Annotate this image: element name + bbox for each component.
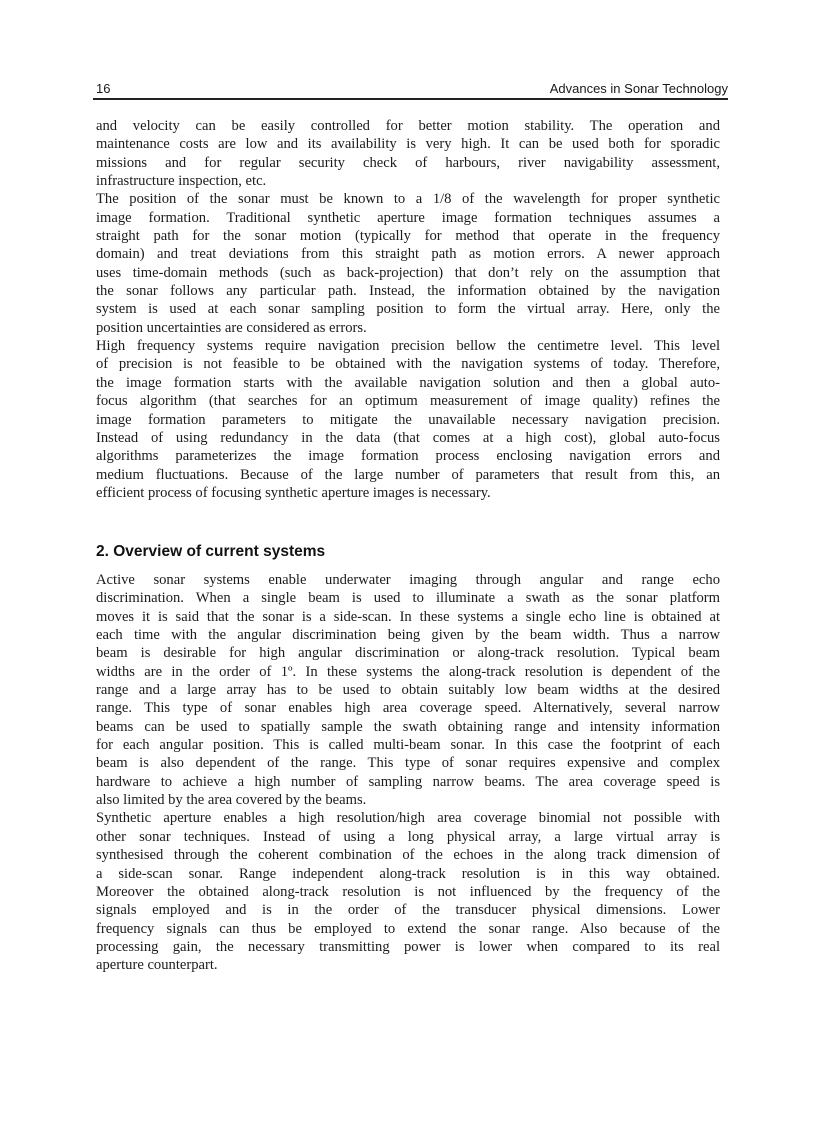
text-line: range. This type of sonar enables high area coverage speed. Alternatively, several narrow [96, 700, 720, 717]
text-line: synthesised through the coherent combination of the echoes in the along track dimension of [96, 847, 720, 864]
text-line: image formation. Traditional synthetic aperture image formation techniques assumes a [96, 209, 720, 226]
text-line: aperture counterpart. [96, 957, 218, 974]
text-line: The position of the sonar must be known to a 1/8 of the wavelength for proper synthetic [96, 191, 720, 208]
text-line: straight path for the sonar motion (typically for method that operate in the frequency [96, 228, 720, 245]
paragraph [96, 117, 720, 190]
text-line: the sonar follows any particular path. Instead, the information obtained by the navigation [96, 283, 720, 300]
text-line: other sonar techniques. Instead of using a long physical array, a large virtual array is [96, 828, 720, 845]
text-line: moves it is said that the sonar is a side-scan. In these systems a single echo line is obtained at [96, 608, 720, 625]
text-line: beams can be used to spatially sample the swath obtaining range and intensity information [96, 718, 720, 735]
text-line: signals employed and is in the order of the transducer physical dimensions. Lower [96, 902, 720, 919]
text-line: processing gain, the necessary transmitting power is lower when compared to its real [96, 938, 720, 955]
text-line: algorithms parameterizes the image formation process enclosing navigation errors and [96, 448, 720, 465]
paragraph [96, 337, 720, 502]
text-line: Moreover the obtained along-track resolution is not influenced by the frequency of the [96, 883, 720, 900]
section-heading: 2. Overview of current systems [96, 543, 326, 560]
text-line: a side-scan sonar. Range independent along-track resolution is in this way obtained. [96, 865, 720, 882]
header-rule [93, 98, 728, 100]
text-line: position uncertainties are considered as errors. [96, 319, 367, 336]
page-number: 16 [96, 81, 111, 96]
text-line: Synthetic aperture enables a high resolution/high area coverage binomial not possible with [96, 810, 720, 827]
text-line: also limited by the area covered by the beams. [96, 792, 367, 809]
text-line: medium fluctuations. Because of the large number of parameters that result from this, an [96, 466, 720, 483]
text-line: beam is also dependent of the range. This type of sonar requires expensive and complex [96, 755, 720, 772]
text-line: Instead of using redundancy in the data (that comes at a high cost), global auto-focus [96, 429, 720, 446]
text-line: Active sonar systems enable underwater imaging through angular and range echo [96, 572, 720, 588]
text-line: and velocity can be easily controlled for better motion stability. The operation and [96, 118, 720, 134]
text-line: of precision is not feasible to be obtained with the navigation systems of today. Therefore, [96, 356, 720, 373]
text-line: discrimination. When a single beam is used to illuminate a swath as the sonar platform [96, 590, 720, 607]
body-text-top [96, 117, 720, 502]
text-line: High frequency systems require navigation precision bellow the centimetre level. This level [96, 338, 720, 355]
book-title: Advances in Sonar Technology [549, 81, 728, 96]
text-line: widths are in the order of 1º. In these systems the along-track resolution is dependent of the [96, 663, 720, 680]
text-line: image formation parameters to mitigate the unavailable necessary navigation precision. [96, 411, 720, 428]
paragraph [96, 190, 720, 337]
text-line: system is used at each sonar sampling position to form the virtual array. Here, only the [96, 301, 720, 318]
text-line: focus algorithm (that searches for an optimum measurement of image quality) refines the [96, 393, 720, 410]
text-line: maintenance costs are low and its availability is very high. It can be used both for sporadic [96, 136, 720, 153]
running-header [94, 81, 728, 97]
text-line: missions and for regular security check of harbours, river navigability assessment, [96, 154, 720, 171]
text-line: the image formation starts with the available navigation solution and then a global auto- [96, 374, 720, 391]
text-line: domain) and treat deviations from this straight path as motion errors. A newer approach [96, 246, 720, 263]
text-line: beam is desirable for high angular discrimination or along-track resolution. Typical beam [96, 645, 720, 662]
text-line: uses time-domain methods (such as back-projection) that don’t rely on the assumption that [96, 264, 720, 281]
paragraph [96, 571, 720, 809]
text-line: range and a large array has to be used to obtain suitably low beam widths at the desired [96, 682, 720, 699]
text-line: hardware to achieve a high number of sampling narrow beams. The area coverage speed is [96, 773, 720, 790]
text-line: for each angular position. This is called multi-beam sonar. In this case the footprint of each [96, 737, 720, 754]
text-line: infrastructure inspection, etc. [96, 173, 267, 190]
text-line: each time with the angular discrimination being given by the beam width. Thus a narrow [96, 627, 720, 644]
text-line: frequency signals can thus be employed to extend the sonar range. Also because of the [96, 920, 720, 937]
text-line: efficient process of focusing synthetic aperture images is necessary. [96, 484, 491, 501]
body-text-bottom [96, 571, 720, 975]
paragraph [96, 809, 720, 974]
